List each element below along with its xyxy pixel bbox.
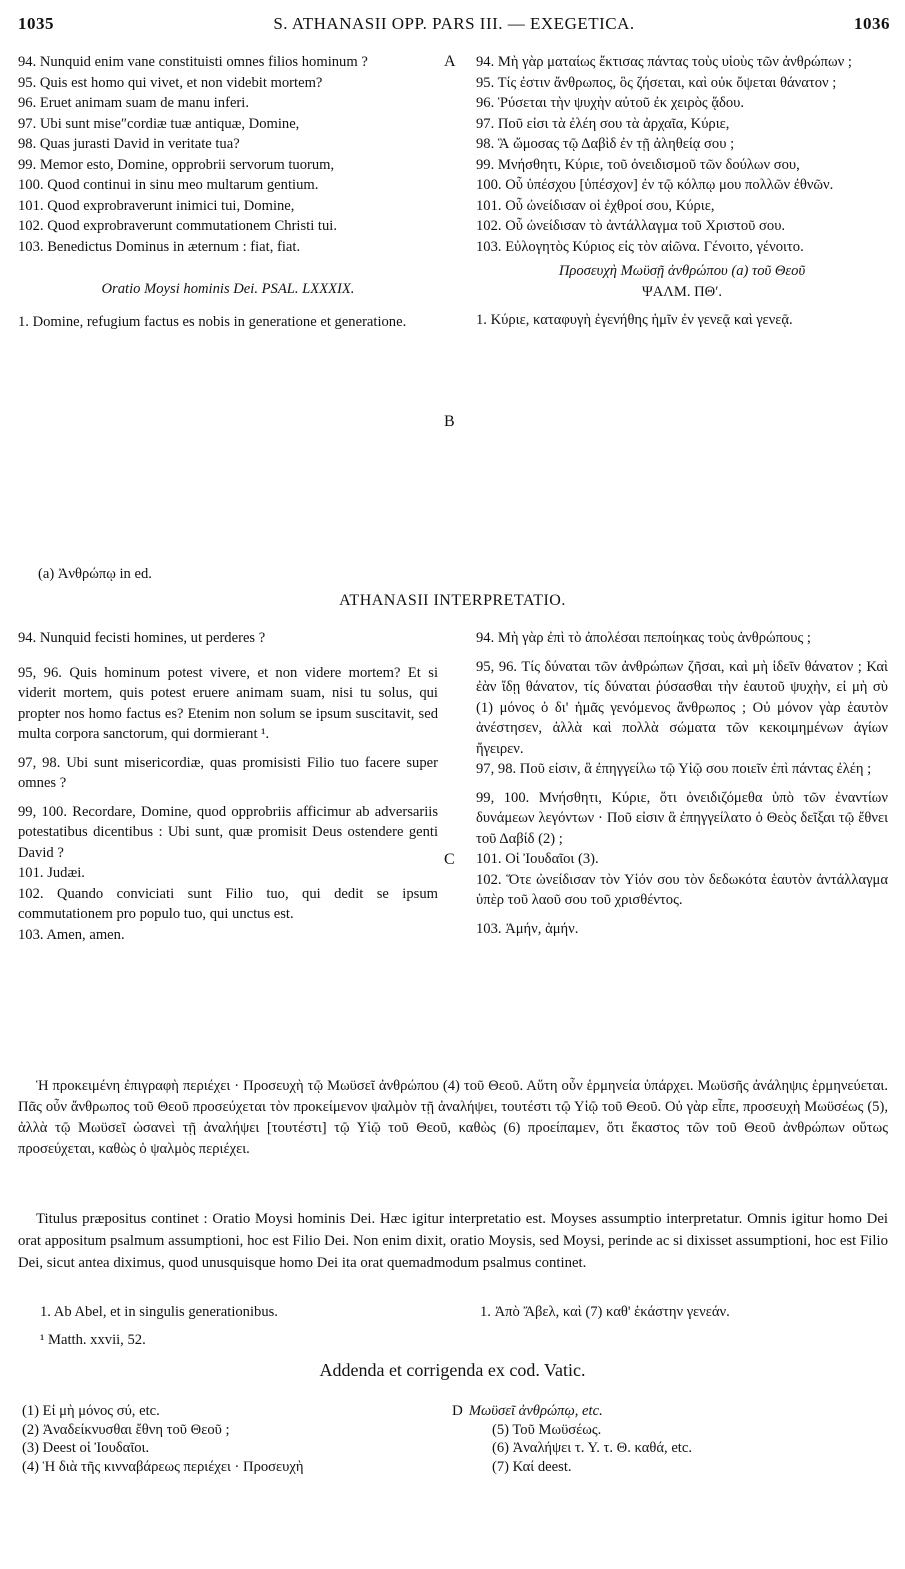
greek-verse: 96. Ῥύσεται τὴν ψυχὴν αὐτοῦ ἐκ χειρὸς ᾅδου. xyxy=(476,95,745,111)
latin-verse: 100. Quod continui in sinu meo multarum gentium. xyxy=(18,177,319,193)
greek-column xyxy=(476,52,888,331)
margin-marker-a: A xyxy=(444,53,456,70)
latin-verse: 97. Ubi sunt mise″cordiæ tuæ antiquæ, Domine, xyxy=(18,115,300,132)
greek-psalm-title: Προσευχὴ Μωϋσῇ ἀνθρώπου (a) τοῦ Θεοῦ xyxy=(558,263,806,279)
interp-latin-para: 102. Quando conviciati sunt Filio tuo, qui dedit se ipsum commutationem pro populo tuo, qui unctus est. xyxy=(18,885,438,922)
greek-commentary-text: Ἡ προκειμένη ἐπιγραφὴ περιέχει · Προσευχὴ τῷ Μωϋσεῖ ἀνθρώπου (4) τοῦ Θεοῦ. Αὕτη οὖν ἑρμηνεία ὑπάρχει. Μωϋσῆς ἀνάληψις ἑρμηνεύεται. Πᾶς οὖν ἄνθρωπος τοῦ Θεοῦ προσεύχεται τὸν προκείμενον ψαλμὸν τῇ ἀναλήψει, τουτέστι τῷ Υἱῷ τοῦ Θεοῦ. Οὐ γὰρ εἶπε, προσευχὴ Μωϋσέως (5), ἀλλὰ τῷ Μωϋσεῖ ὡσανεὶ τῇ ἀναλήψει [τουτέστι] τῷ Υἱῷ τοῦ Θεοῦ, καθὼς (6) προείπαμεν, ὅτι ἕκαστος τῶν τοῦ Θεοῦ ἀνθρώπων οὕτως προσεύχεται, καθὼς ὁ ψαλμὸς περιέχει. xyxy=(18,1078,888,1157)
greek-verse: 98. Ἃ ὤμοσας τῷ Δαβὶδ ἐν τῇ ἀληθείᾳ σου ; xyxy=(476,136,735,152)
addenda-note: (4) Ἡ διὰ τῆς κινναβάρεως περιέχει · Προσευχὴ xyxy=(22,1458,304,1475)
greek-commentary xyxy=(18,1076,888,1160)
addenda-note: Μωϋσεῖ ἀνθρώπῳ, etc. xyxy=(468,1403,603,1419)
latin-verse: 98. Quas jurasti David in veritate tua? xyxy=(18,136,240,152)
interp-latin-para: 97, 98. Ubi sunt misericordiæ, quas promisisti Filio tuo facere super omnes ? xyxy=(18,754,438,791)
addenda-note: (7) Καί deest. xyxy=(492,1458,572,1475)
footnote-a: (a) Ἀνθρώπῳ in ed. xyxy=(38,566,152,582)
final-greek-verse: 1. Ἀπὸ Ἄβελ, καὶ (7) καθ' ἑκάστην γενεάν. xyxy=(480,1304,730,1320)
latin-verse: 103. Benedictus Dominus in æternum : fiat, fiat. xyxy=(18,238,301,255)
addenda-note: (6) Ἀναλήψει τ. Υ. τ. Θ. καθά, etc. xyxy=(492,1440,692,1456)
latin-verse: 94. Nunquid enim vane constituisti omnes filios hominum ? xyxy=(18,54,368,70)
interp-latin-column xyxy=(18,628,438,945)
greek-verse: 103. Εὐλογητὸς Κύριος εἰς τὸν αἰῶνα. Γένοιτο, γένοιτο. xyxy=(476,238,804,255)
greek-verse: 102. Οὗ ὠνείδισαν τὸ ἀντάλλαγμα τοῦ Χριστοῦ σου. xyxy=(476,218,786,234)
interp-greek-para: 103. Ἀμήν, ἀμήν. xyxy=(476,920,579,937)
margin-marker-c: C xyxy=(444,851,455,868)
page-number-left: 1035 xyxy=(18,14,54,33)
greek-psalm-number: ΨΑΛΜ. ΠΘʹ. xyxy=(641,283,723,300)
greek-verse: 95. Τίς ἐστιν ἄνθρωπος, ὃς ζήσεται, καὶ οὐκ ὄψεται θάνατον ; xyxy=(476,74,837,91)
interp-latin-para: 95, 96. Quis hominum potest vivere, et non videre mortem? Et si viderit mortem, quis potest eruere animam suam, nisi tu solus, qui propter nos homo factus es? Etenim non solum se ipsum suscitavit, sed multa corpora sanctorum, qui dormierant ¹. xyxy=(18,664,438,742)
latin-psalm-verse: 1. Domine, refugium factus es nobis in generatione et generatione. xyxy=(18,313,407,330)
addenda-note: (2) Ἀναδείκνυσθαι ἔθνη τοῦ Θεοῦ ; xyxy=(22,1421,230,1438)
latin-commentary-text: Titulus præpositus continet : Oratio Moysi hominis Dei. Hæc igitur interpretatio est. Moyses assumptio interpretatur. Omnis igitur homo Dei orat appositum psalmum assumptioni, hoc est Filio Dei. Non enim dixit, oratio Moysis, sed Moysi, perinde ac si dixisset assumptioni, hoc est Filio Dei, sicut antea diximus, quod unusquisque homo Dei ita orat quemadmodum psalmus continet. xyxy=(18,1211,888,1271)
running-title: S. ATHANASII OPP. PARS III. — EXEGETICA. xyxy=(273,14,635,33)
latin-verse: 96. Eruet animam suam de manu inferi. xyxy=(18,95,249,111)
page-number-right: 1036 xyxy=(854,14,890,33)
section-title: ATHANASII INTERPRETATIO. xyxy=(339,592,566,609)
greek-verse: 101. Οὗ ὠνείδισαν οἱ ἐχθροί σου, Κύριε, xyxy=(476,197,715,214)
greek-verse: 100. Οὗ ὑπέσχου [ὑπέσχον] ἐν τῷ κόλπῳ μου πολλῶν ἐθνῶν. xyxy=(476,177,834,193)
latin-verse: 102. Quod exprobraverunt commutationem Christi tui. xyxy=(18,218,337,234)
latin-verse: 101. Quod exprobraverunt inimici tui, Domine, xyxy=(18,197,295,214)
interp-latin-para: 101. Judæi. xyxy=(18,865,85,881)
latin-psalm-title: Oratio Moysi hominis Dei. PSAL. LXXXIX. xyxy=(101,281,355,297)
running-header xyxy=(18,14,890,38)
latin-verse: 99. Memor esto, Domine, opprobrii servorum tuorum, xyxy=(18,156,335,173)
interp-latin-para: 94. Nunquid fecisti homines, ut perderes ? xyxy=(18,630,266,646)
latin-column xyxy=(18,52,438,332)
addenda-note: (5) Τοῦ Μωϋσέως. xyxy=(492,1421,602,1438)
footnote-1-text: ¹ Matth. xxvii, 52. xyxy=(40,1332,146,1348)
addenda-note: (1) Εἰ μὴ μόνος σύ, etc. xyxy=(22,1403,160,1419)
interp-greek-para: 102. Ὅτε ὠνείδισαν τὸν Υἱόν σου τὸν δεδωκότα ἑαυτὸν ἀντάλλαγμα ὑπὲρ τοῦ λαοῦ σου τοῦ χρισθέντος. xyxy=(476,871,888,908)
interp-latin-para: 99, 100. Recordare, Domine, quod opprobriis afficimur ab adversariis potestatibus dicentibus : Ubi sunt, quæ promisit Deus ostendere genti David ? xyxy=(18,803,438,861)
interp-greek-para: 97, 98. Ποῦ εἰσιν, ἃ ἐπηγγείλω τῷ Υἱῷ σου ποιεῖν ἐπὶ πάντας ἐλέη ; xyxy=(476,761,872,777)
addenda-note: (3) Deest οἱ Ἰουδαῖοι. xyxy=(22,1440,150,1456)
addenda-left xyxy=(22,1402,442,1476)
interp-greek-para: 94. Μὴ γὰρ ἐπὶ τὸ ἀπολέσαι πεποίηκας τοὺς ἀνθρώπους ; xyxy=(476,630,811,646)
greek-verse: 94. Μὴ γὰρ ματαίως ἔκτισας πάντας τοὺς υἱοὺς τῶν ἀνθρώπων ; xyxy=(476,54,852,70)
interp-latin-para: 103. Amen, amen. xyxy=(18,926,125,943)
interp-greek-para: 99, 100. Μνήσθητι, Κύριε, ὅτι ὀνειδιζόμεθα ὑπὸ τῶν ἐναντίων δυνάμεων λεγόντων · Ποῦ εἰσιν ἃ ἐπηγγείλατο ὁ Θεὸς δεῖξαι τῷ ἔθνει τοῦ Δαβίδ (2) ; xyxy=(476,789,888,847)
greek-verse: 99. Μνήσθητι, Κύριε, τοῦ ὀνειδισμοῦ τῶν δούλων σου, xyxy=(476,156,800,173)
margin-marker-d: D xyxy=(452,1403,463,1419)
addenda-right xyxy=(452,1402,872,1476)
interp-greek-column xyxy=(476,628,888,939)
interp-greek-para: 95, 96. Τίς δύναται τῶν ἀνθρώπων ζῆσαι, καὶ μὴ ἰδεῖν θάνατον ; Καὶ ἐὰν ἴδῃ θάνατον, τίς δύναται ῥύσασθαι τὴν ἑαυτοῦ ψυχὴν, εἰ μὴ σὺ (1) μόνος ὁ δι' ἡμᾶς γενόμενος ἄνθρωπος ; Οὐ μόνον γὰρ ἑαυτὸν ἀνέστησεν, ἀλλὰ καὶ πολλὰ σώματα τῶν κεκοιμημένων ἁγίων ἤγειρεν. xyxy=(476,658,888,757)
latin-verse: 95. Quis est homo qui vivet, et non videbit mortem? xyxy=(18,74,323,91)
greek-psalm-verse: 1. Κύριε, καταφυγὴ ἐγενήθης ἡμῖν ἐν γενεᾷ καὶ γενεᾷ. xyxy=(476,312,793,328)
latin-commentary xyxy=(18,1208,888,1274)
interp-greek-para: 101. Οἱ Ἰουδαῖοι (3). xyxy=(476,851,599,867)
final-latin-verse: 1. Ab Abel, et in singulis generationibus. xyxy=(40,1304,278,1320)
addenda-title: Addenda et corrigenda ex cod. Vatic. xyxy=(319,1360,586,1380)
margin-marker-b: B xyxy=(444,413,455,430)
greek-verse: 97. Ποῦ εἰσι τὰ ἐλέη σου τὰ ἀρχαῖα, Κύριε, xyxy=(476,115,730,132)
